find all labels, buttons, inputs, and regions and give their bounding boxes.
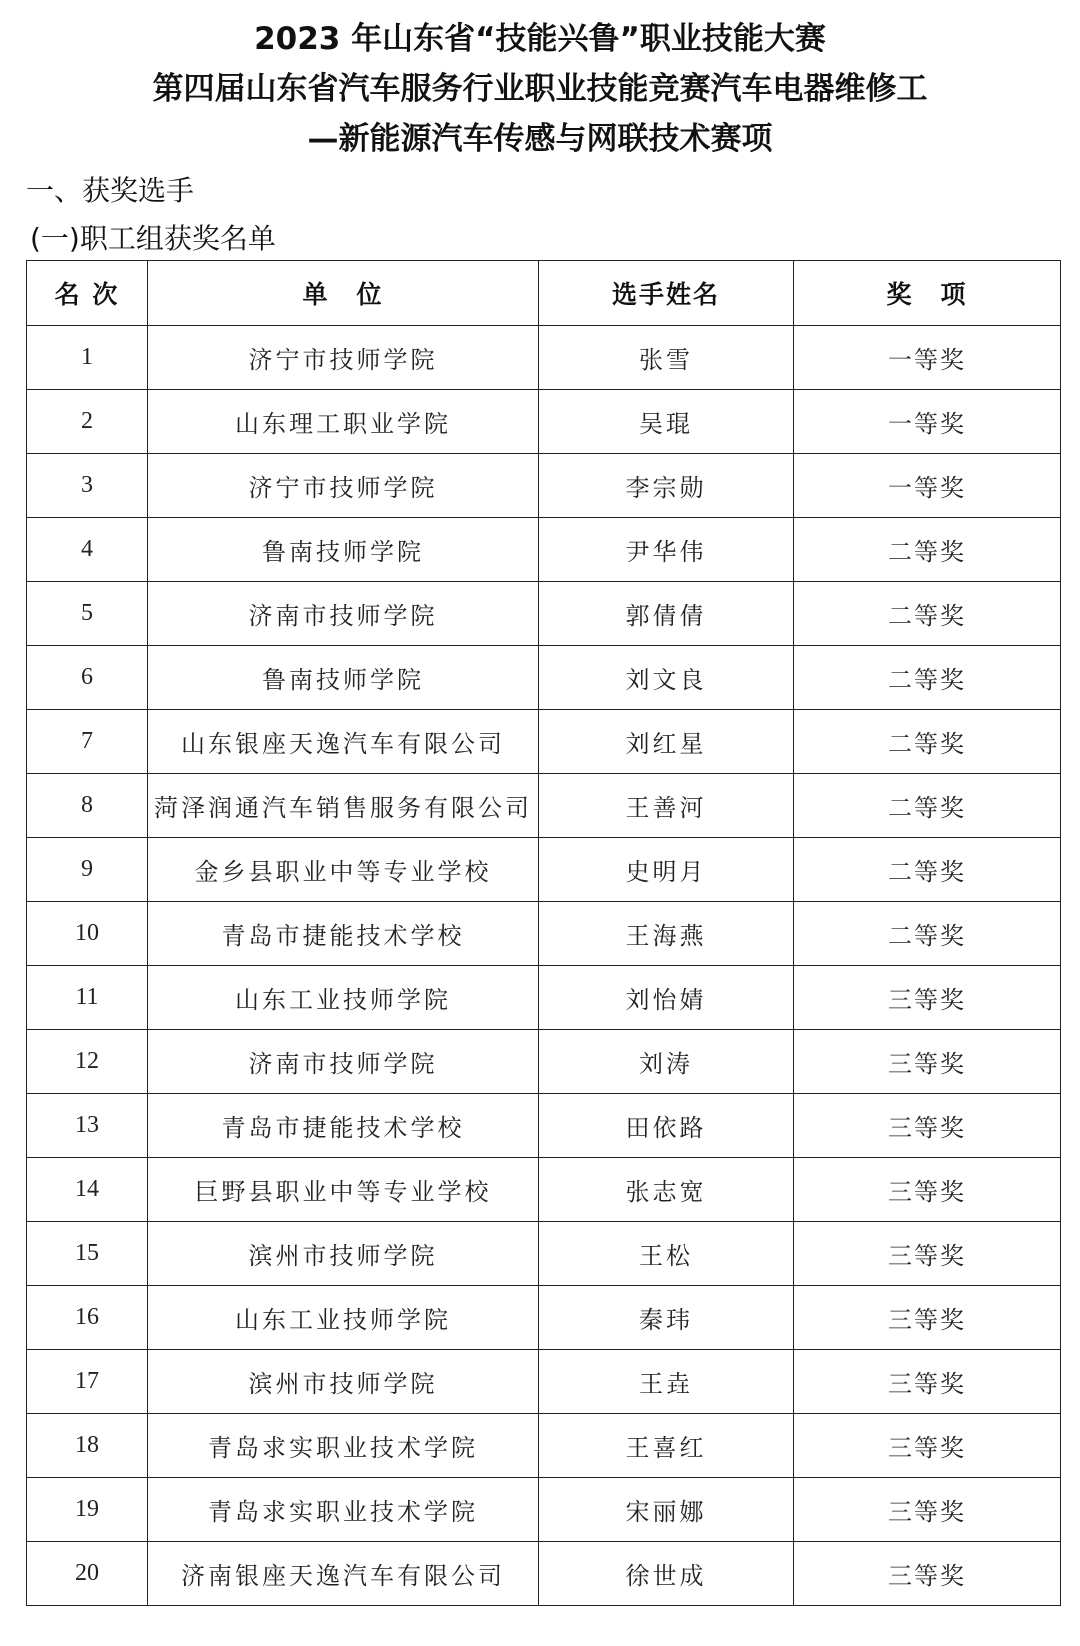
award-cell: 一等奖 bbox=[794, 390, 1061, 454]
unit-cell: 滨州市技师学院 bbox=[148, 1222, 539, 1286]
document-title bbox=[0, 14, 1080, 164]
table-row bbox=[27, 326, 1061, 390]
table-row bbox=[27, 1350, 1061, 1414]
unit-cell: 青岛市捷能技术学校 bbox=[148, 1094, 539, 1158]
rank-cell: 18 bbox=[27, 1414, 148, 1478]
name-cell: 王善河 bbox=[539, 774, 794, 838]
rank-cell: 16 bbox=[27, 1286, 148, 1350]
unit-cell: 山东工业技师学院 bbox=[148, 966, 539, 1030]
table-row bbox=[27, 1286, 1061, 1350]
award-cell: 三等奖 bbox=[794, 1094, 1061, 1158]
name-cell: 秦玮 bbox=[539, 1286, 794, 1350]
header-rank: 名 次 bbox=[27, 261, 148, 326]
unit-cell: 鲁南技师学院 bbox=[148, 518, 539, 582]
unit-cell: 济南市技师学院 bbox=[148, 1030, 539, 1094]
header-unit: 单 位 bbox=[148, 261, 539, 326]
table-row bbox=[27, 838, 1061, 902]
rank-cell: 5 bbox=[27, 582, 148, 646]
unit-cell: 青岛求实职业技术学院 bbox=[148, 1478, 539, 1542]
title-line-3: —新能源汽车传感与网联技术赛项 bbox=[307, 121, 773, 157]
award-cell: 二等奖 bbox=[794, 710, 1061, 774]
title-line-2: 第四届山东省汽车服务行业职业技能竞赛汽车电器维修工 bbox=[152, 71, 928, 107]
name-cell: 郭倩倩 bbox=[539, 582, 794, 646]
name-cell: 田依路 bbox=[539, 1094, 794, 1158]
name-cell: 王垚 bbox=[539, 1350, 794, 1414]
rank-cell: 19 bbox=[27, 1478, 148, 1542]
unit-cell: 济南市技师学院 bbox=[148, 582, 539, 646]
unit-cell: 青岛市捷能技术学校 bbox=[148, 902, 539, 966]
award-cell: 一等奖 bbox=[794, 326, 1061, 390]
sub-heading: (一)职工组获奖名单 bbox=[30, 222, 276, 255]
name-cell: 宋丽娜 bbox=[539, 1478, 794, 1542]
rank-cell: 12 bbox=[27, 1030, 148, 1094]
table-row bbox=[27, 710, 1061, 774]
name-cell: 刘怡婧 bbox=[539, 966, 794, 1030]
unit-cell: 青岛求实职业技术学院 bbox=[148, 1414, 539, 1478]
name-cell: 张志宽 bbox=[539, 1158, 794, 1222]
table-row bbox=[27, 1414, 1061, 1478]
title-line-1: 2023 年山东省“技能兴鲁”职业技能大赛 bbox=[254, 21, 826, 57]
name-cell: 刘涛 bbox=[539, 1030, 794, 1094]
rank-cell: 17 bbox=[27, 1350, 148, 1414]
award-cell: 三等奖 bbox=[794, 1222, 1061, 1286]
unit-cell: 鲁南技师学院 bbox=[148, 646, 539, 710]
rank-cell: 14 bbox=[27, 1158, 148, 1222]
award-cell: 二等奖 bbox=[794, 518, 1061, 582]
name-cell: 王松 bbox=[539, 1222, 794, 1286]
table-row bbox=[27, 774, 1061, 838]
table-header-row bbox=[27, 261, 1061, 326]
name-cell: 尹华伟 bbox=[539, 518, 794, 582]
section-heading: 一、获奖选手 bbox=[26, 174, 195, 207]
award-cell: 二等奖 bbox=[794, 774, 1061, 838]
award-table bbox=[26, 260, 1061, 1606]
unit-cell: 济宁市技师学院 bbox=[148, 454, 539, 518]
rank-cell: 13 bbox=[27, 1094, 148, 1158]
name-cell: 刘红星 bbox=[539, 710, 794, 774]
award-cell: 三等奖 bbox=[794, 1414, 1061, 1478]
name-cell: 徐世成 bbox=[539, 1542, 794, 1606]
award-cell: 二等奖 bbox=[794, 902, 1061, 966]
rank-cell: 6 bbox=[27, 646, 148, 710]
rank-cell: 8 bbox=[27, 774, 148, 838]
unit-cell: 山东工业技师学院 bbox=[148, 1286, 539, 1350]
award-cell: 三等奖 bbox=[794, 1478, 1061, 1542]
name-cell: 史明月 bbox=[539, 838, 794, 902]
unit-cell: 济宁市技师学院 bbox=[148, 326, 539, 390]
name-cell: 张雪 bbox=[539, 326, 794, 390]
unit-cell: 济南银座天逸汽车有限公司 bbox=[148, 1542, 539, 1606]
unit-cell: 菏泽润通汽车销售服务有限公司 bbox=[148, 774, 539, 838]
table-row bbox=[27, 1478, 1061, 1542]
name-cell: 吴琨 bbox=[539, 390, 794, 454]
award-cell: 二等奖 bbox=[794, 646, 1061, 710]
table-row bbox=[27, 1094, 1061, 1158]
rank-cell: 9 bbox=[27, 838, 148, 902]
rank-cell: 10 bbox=[27, 902, 148, 966]
table-row bbox=[27, 966, 1061, 1030]
award-cell: 三等奖 bbox=[794, 966, 1061, 1030]
unit-cell: 金乡县职业中等专业学校 bbox=[148, 838, 539, 902]
name-cell: 王海燕 bbox=[539, 902, 794, 966]
table-row bbox=[27, 646, 1061, 710]
rank-cell: 2 bbox=[27, 390, 148, 454]
table-row bbox=[27, 1030, 1061, 1094]
unit-cell: 山东银座天逸汽车有限公司 bbox=[148, 710, 539, 774]
unit-cell: 滨州市技师学院 bbox=[148, 1350, 539, 1414]
rank-cell: 15 bbox=[27, 1222, 148, 1286]
rank-cell: 20 bbox=[27, 1542, 148, 1606]
award-cell: 一等奖 bbox=[794, 454, 1061, 518]
table-row bbox=[27, 1542, 1061, 1606]
rank-cell: 7 bbox=[27, 710, 148, 774]
rank-cell: 1 bbox=[27, 326, 148, 390]
table-row bbox=[27, 454, 1061, 518]
award-cell: 三等奖 bbox=[794, 1158, 1061, 1222]
table-row bbox=[27, 518, 1061, 582]
header-award: 奖 项 bbox=[794, 261, 1061, 326]
header-name: 选手姓名 bbox=[539, 261, 794, 326]
award-cell: 三等奖 bbox=[794, 1286, 1061, 1350]
name-cell: 王喜红 bbox=[539, 1414, 794, 1478]
rank-cell: 4 bbox=[27, 518, 148, 582]
unit-cell: 巨野县职业中等专业学校 bbox=[148, 1158, 539, 1222]
rank-cell: 3 bbox=[27, 454, 148, 518]
award-cell: 二等奖 bbox=[794, 838, 1061, 902]
table-row bbox=[27, 902, 1061, 966]
table-row bbox=[27, 390, 1061, 454]
table-row bbox=[27, 1158, 1061, 1222]
table-row bbox=[27, 582, 1061, 646]
award-cell: 三等奖 bbox=[794, 1030, 1061, 1094]
unit-cell: 山东理工职业学院 bbox=[148, 390, 539, 454]
name-cell: 李宗勋 bbox=[539, 454, 794, 518]
rank-cell: 11 bbox=[27, 966, 148, 1030]
award-cell: 二等奖 bbox=[794, 582, 1061, 646]
table-row bbox=[27, 1222, 1061, 1286]
award-cell: 三等奖 bbox=[794, 1350, 1061, 1414]
award-cell: 三等奖 bbox=[794, 1542, 1061, 1606]
name-cell: 刘文良 bbox=[539, 646, 794, 710]
